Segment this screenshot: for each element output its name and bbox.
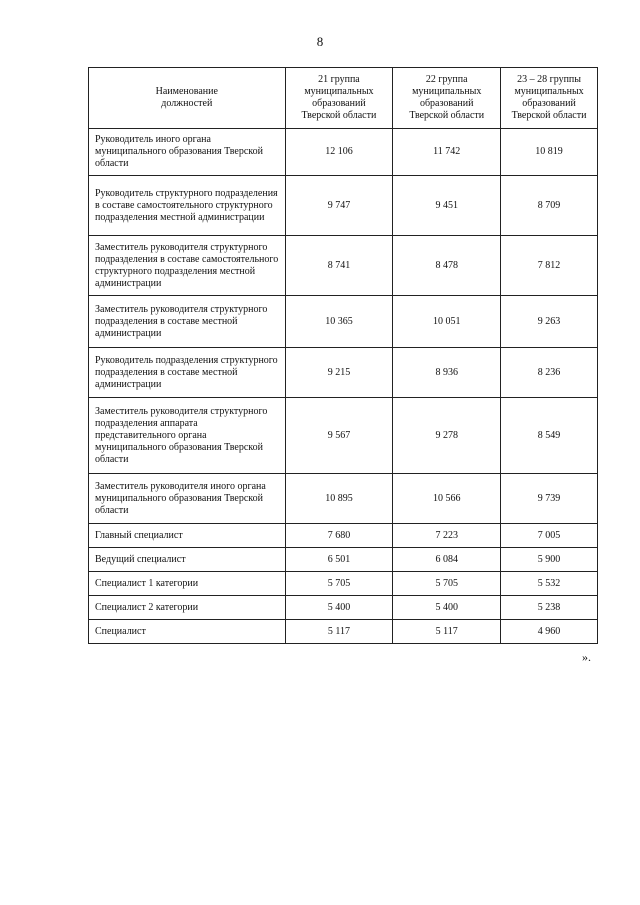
value-group-21: 12 106 (285, 129, 393, 176)
position-name: Руководитель подразделения структурного подразделения в составе местной администрации (89, 348, 286, 398)
value-group-21: 9 567 (285, 398, 393, 474)
value-group-21: 5 400 (285, 596, 393, 620)
table-row (89, 296, 598, 348)
value-group-21: 10 365 (285, 296, 393, 348)
position-name: Заместитель руководителя структурного подразделения в составе самостоятельного структурного подразделения местной администрации (89, 236, 286, 296)
header-group-21: 21 группа муниципальных образований Тверской области (285, 68, 393, 129)
value-group-23-28: 7 812 (501, 236, 598, 296)
header-position-name: Наименование должностей (89, 68, 286, 129)
value-group-23-28: 5 238 (501, 596, 598, 620)
value-group-23-28: 8 709 (501, 176, 598, 236)
value-group-23-28: 5 900 (501, 548, 598, 572)
position-name: Руководитель иного органа муниципального образования Тверской области (89, 129, 286, 176)
header-group-22: 22 группа муниципальных образований Тверской области (393, 68, 501, 129)
value-group-22: 10 051 (393, 296, 501, 348)
position-name: Ведущий специалист (89, 548, 286, 572)
value-group-22: 9 278 (393, 398, 501, 474)
table-row (89, 572, 598, 596)
value-group-23-28: 8 549 (501, 398, 598, 474)
value-group-23-28: 9 263 (501, 296, 598, 348)
table-row (89, 129, 598, 176)
table-row (89, 474, 598, 524)
table-row (89, 548, 598, 572)
page-number: 8 (316, 34, 324, 49)
value-group-22: 6 084 (393, 548, 501, 572)
position-name: Специалист (89, 620, 286, 644)
value-group-22: 5 400 (393, 596, 501, 620)
value-group-23-28: 10 819 (501, 129, 598, 176)
salary-table (88, 67, 598, 644)
value-group-23-28: 7 005 (501, 524, 598, 548)
value-group-21: 6 501 (285, 548, 393, 572)
value-group-21: 7 680 (285, 524, 393, 548)
value-group-21: 5 117 (285, 620, 393, 644)
position-name: Специалист 1 категории (89, 572, 286, 596)
position-name: Заместитель руководителя иного органа муниципального образования Тверской области (89, 474, 286, 524)
header-group-23-28: 23 – 28 группы муниципальных образований Тверской области (501, 68, 598, 129)
value-group-23-28: 9 739 (501, 474, 598, 524)
position-name: Руководитель структурного подразделения в составе самостоятельного структурного подразделения местной администрации (89, 176, 286, 236)
value-group-23-28: 5 532 (501, 572, 598, 596)
value-group-22: 5 705 (393, 572, 501, 596)
value-group-22: 8 478 (393, 236, 501, 296)
value-group-23-28: 4 960 (501, 620, 598, 644)
table-row (89, 596, 598, 620)
value-group-21: 9 747 (285, 176, 393, 236)
closing-quote-mark: ». (582, 650, 591, 664)
value-group-22: 10 566 (393, 474, 501, 524)
value-group-22: 8 936 (393, 348, 501, 398)
value-group-23-28: 8 236 (501, 348, 598, 398)
table-row (89, 176, 598, 236)
position-name: Специалист 2 категории (89, 596, 286, 620)
table-row (89, 620, 598, 644)
position-name: Главный специалист (89, 524, 286, 548)
value-group-22: 9 451 (393, 176, 501, 236)
value-group-21: 9 215 (285, 348, 393, 398)
table-header-row (89, 68, 598, 129)
value-group-22: 11 742 (393, 129, 501, 176)
position-name: Заместитель руководителя структурного подразделения в составе местной администрации (89, 296, 286, 348)
value-group-21: 5 705 (285, 572, 393, 596)
table-row (89, 398, 598, 474)
position-name: Заместитель руководителя структурного подразделения аппарата представительного органа муниципального образования Тверской области (89, 398, 286, 474)
value-group-22: 7 223 (393, 524, 501, 548)
table-row (89, 524, 598, 548)
table-row (89, 236, 598, 296)
table-row (89, 348, 598, 398)
value-group-21: 10 895 (285, 474, 393, 524)
value-group-21: 8 741 (285, 236, 393, 296)
value-group-22: 5 117 (393, 620, 501, 644)
